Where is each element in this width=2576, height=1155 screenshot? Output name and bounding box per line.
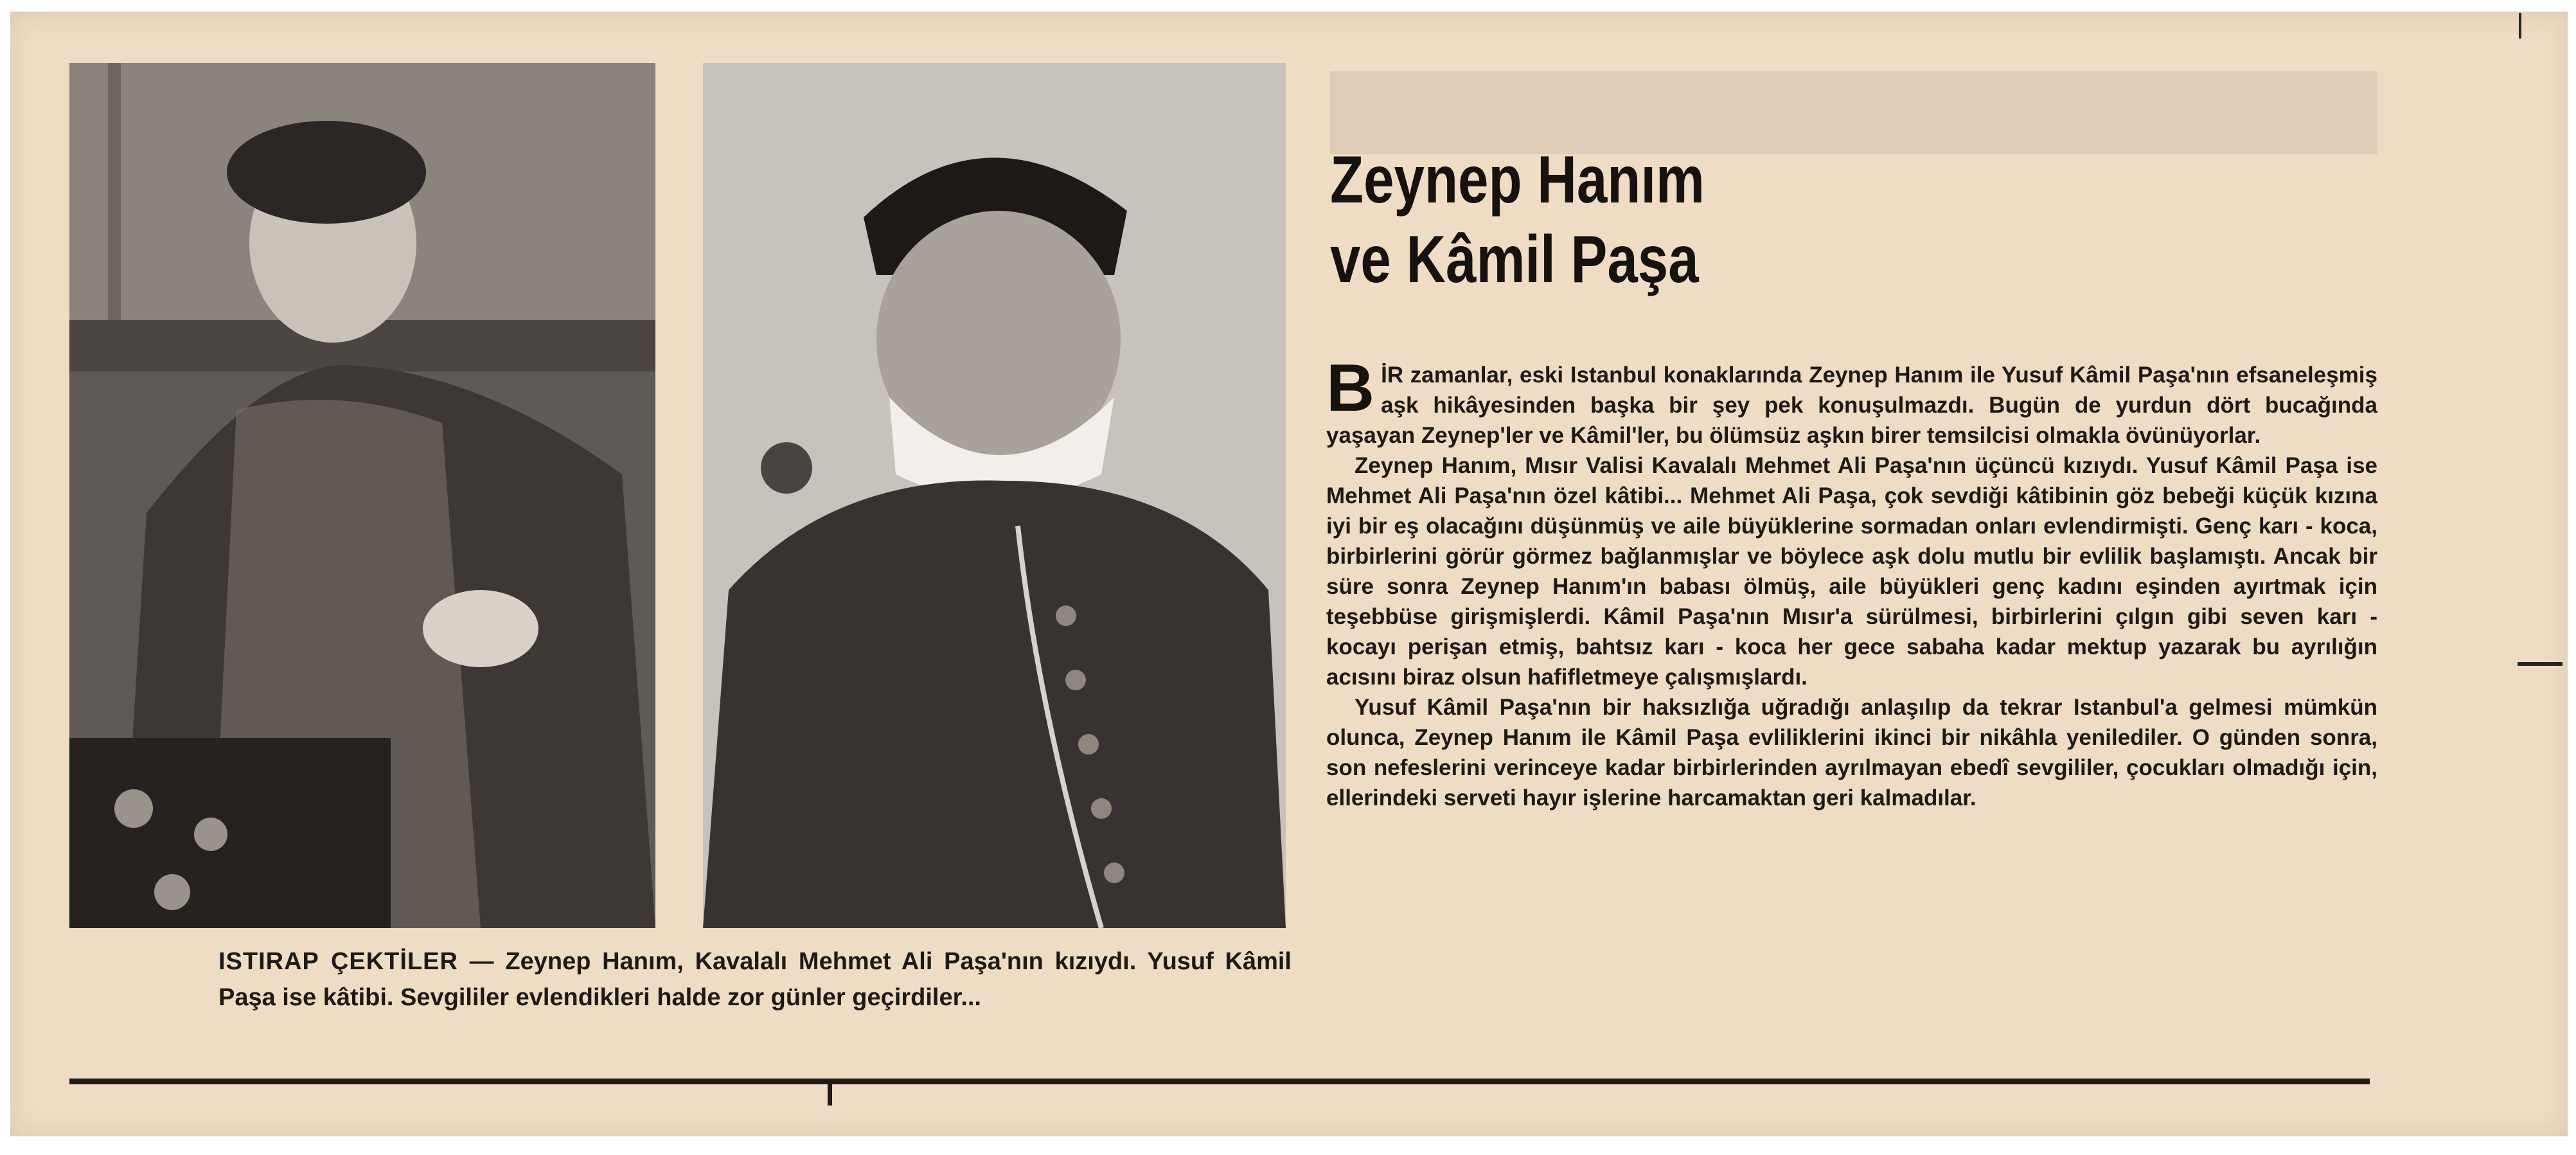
headline [1330,140,1804,300]
article-paragraph-1 [1326,351,2377,451]
top-edge-mark [2519,13,2521,39]
article-paragraph-1-text: İR zamanlar, eski Istanbul konaklarında Zeynep Hanım ile Yusuf Kâmil Paşa'nın efsaneleşmiş aşk hikâyesinden başka bir şey pek konuşulmazdı. Bugün de yurdun dört bucağında yaşayan Zeynep'ler ve Kâmil'ler, bu ölümsüz aşkın birer temsilcisi olmakla övünüyorlar. [1326,363,2377,448]
caption-lead: ISTIRAP ÇEKTİLER [218,948,458,975]
photo-zeynep-hanim [69,63,655,928]
drop-cap: B [1326,351,1375,425]
headline-line-1: Zeynep Hanım [1330,143,1705,217]
right-edge-mark [2518,662,2563,666]
caption-text: — Zeynep Hanım, Kavalalı Mehmet Ali Paşa'nın kızıydı. Yusuf Kâmil Paşa ise kâtibi. Sevgililer evlendikleri halde zor günler geçirdiler... [218,948,1292,1011]
rule-tick [828,1084,832,1106]
photo-kamil-pasa [703,63,1286,928]
headline-line-2: ve Kâmil Paşa [1330,222,1699,297]
article-paragraph-3: Yusuf Kâmil Paşa'nın bir haksızlığa uğradığı anlaşılıp da tekrar Istanbul'a gelmesi mümkün olunca, Zeynep Hanım ile Kâmil Paşa evliliklerini ikinci bir nikâhla yenilediler. O günden sonra, son nefeslerini verinceye kadar birbirlerinden ayrılmayan ebedî sevgililer, çocukları olmadığı için, ellerindeki serveti hayır işlerine harcamaktan geri kalmadılar. [1326,695,2377,810]
bottom-rule [69,1079,2370,1084]
portrait-woman-illustration [69,63,655,928]
article-paragraph-2: Zeynep Hanım, Mısır Valisi Kavalalı Mehmet Ali Paşa'nın üçüncü kızıydı. Yusuf Kâmil Paşa ise Mehmet Ali Paşa'nın özel kâtibi... Mehmet Ali Paşa, çok sevdiği kâtibinin göz bebeği küçük kızına iyi bir eş olacağını düşünmüş ve aile büyüklerine sormadan onları evlendirmişti. Genç karı - koca, birbirlerini görür görmez bağlanmışlar ve böylece aşk dolu mutlu bir evlilik başlamıştı. Ancak bir süre sonra Zeynep Hanım'ın babası ölmüş, aile büyükleri genç kadını eşinden ayırtmak için teşebbüse girişmişlerdi. Kâmil Paşa'nın Mısır'a sürülmesi, birbirlerini çılgın gibi seven karı - kocayı perişan etmiş, bahtsız karı - koca her gece sabaha kadar mektup yazarak bu ayrılığın acısını biraz olsun hafifletmeye çalışmışlardı. [1326,453,2377,690]
photo-caption [218,944,1292,1016]
portrait-man-illustration [703,63,1286,928]
article-body [1326,351,2377,813]
